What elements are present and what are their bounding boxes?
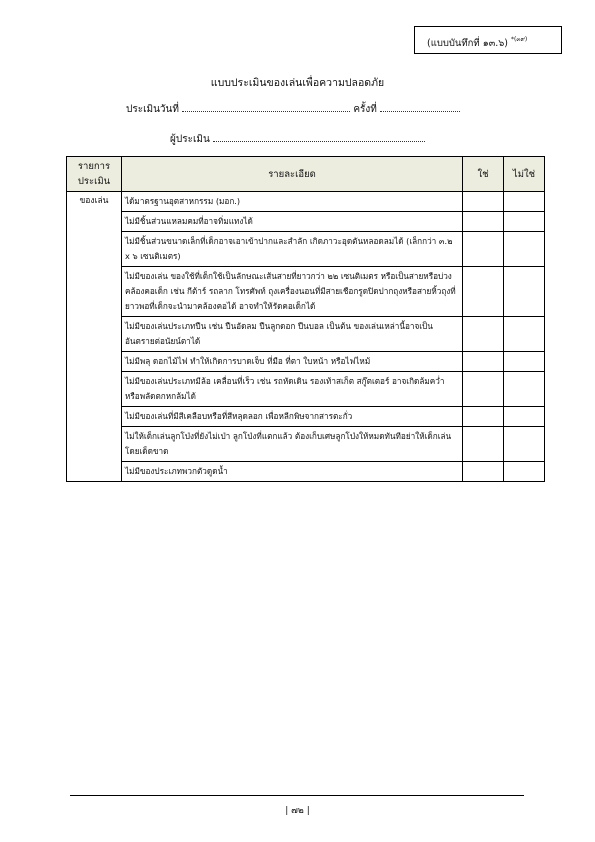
item-text: ไม่มีชิ้นส่วนขนาดเล็กที่เด็กอาจเอาเข้าปากและสำลัก เกิดภาวะอุดตันหลอดลมได้ (เล็กกว่า ๓.๒ x ๖ เซนติเมตร) [122, 232, 463, 267]
table-row [67, 232, 545, 267]
form-code-label: (แบบบันทึกที่ ๑๓.๖) [427, 38, 508, 49]
table-header-row [67, 157, 545, 192]
footer-divider [70, 795, 524, 796]
no-checkbox[interactable] [504, 267, 545, 317]
table-row [67, 462, 545, 482]
yes-checkbox[interactable] [463, 232, 504, 267]
item-text: ได้มาตรฐานอุตสาหกรรม (มอก.) [122, 192, 463, 212]
table-row [67, 407, 545, 427]
table-row [67, 212, 545, 232]
table-row [67, 267, 545, 317]
table-row [67, 192, 545, 212]
item-text: ไม่มีของเล่นประเภทมีล้อ เคลื่อนที่เร็ว เช่น รถหัดเดิน รองเท้าสเก็ต สกู๊ตเตอร์ อาจเกิดล้มคว่ำ หรือพลัดตกหกล้มได้ [122, 372, 463, 407]
item-text: ไม่มีของเล่น ของใช้ที่เด็กใช้เป็นลักษณะเส้นสายที่ยาวกว่า ๒๒ เซนติเมตร หรือเป็นสายหรือบ่วงคล้องคอเด็ก เช่น กีต้าร์ รถลาก โทรศัพท์ ถุงเครื่องนอนที่มีสายเชือกรูดปิดปากถุงหรือสายหิ้วถุงที่ยาวพอที่เด็กจะนำมาคล้องคอได้ อาจทำให้รัดคอเด็กได้ [122, 267, 463, 317]
yes-checkbox[interactable] [463, 407, 504, 427]
header-details: รายละเอียด [122, 157, 463, 192]
table-row [67, 352, 545, 372]
category-cell: ของเล่น [67, 192, 122, 482]
yes-checkbox[interactable] [463, 317, 504, 352]
yes-checkbox[interactable] [463, 212, 504, 232]
assessor-label: ผู้ประเมิน [170, 134, 210, 145]
no-checkbox[interactable] [504, 212, 545, 232]
yes-checkbox[interactable] [463, 352, 504, 372]
table-row [67, 372, 545, 407]
page-number: | ๗๒ | [285, 806, 310, 816]
table-row [67, 427, 545, 462]
no-checkbox[interactable] [504, 232, 545, 267]
date-field[interactable] [182, 102, 350, 112]
assessor-field[interactable] [213, 132, 425, 142]
no-checkbox[interactable] [504, 427, 545, 462]
no-checkbox[interactable] [504, 372, 545, 407]
form-code-suffix: *(๓๙) [511, 36, 528, 43]
yes-checkbox[interactable] [463, 267, 504, 317]
header-category: รายการประเมิน [67, 157, 122, 192]
table-row [67, 317, 545, 352]
header-no: ไม่ใช่ [504, 157, 545, 192]
date-label: ประเมินวันที่ [126, 104, 179, 115]
yes-checkbox[interactable] [463, 427, 504, 462]
page-title: แบบประเมินของเล่นเพื่อความปลอดภัย [210, 77, 385, 89]
round-field[interactable] [380, 102, 460, 112]
form-code-box [414, 26, 562, 54]
item-text: ไม่มีของเล่นประเภทปืน เช่น ปืนอัดลม ปืนลูกดอก ปืนบอล เป็นต้น ของเล่นเหล่านี้อาจเป็นอันตรายต่อนัยน์ตาได้ [122, 317, 463, 352]
no-checkbox[interactable] [504, 192, 545, 212]
no-checkbox[interactable] [504, 462, 545, 482]
round-label: ครั้งที่ [353, 104, 377, 115]
item-text: ไม่ให้เด็กเล่นลูกโป่งที่ยังไม่เป่า ลูกโป่งที่แตกแล้ว ต้องเก็บเศษลูกโป่งให้หมดทันทีอย่าให้เด็กเล่นโดยเด็ดขาด [122, 427, 463, 462]
no-checkbox[interactable] [504, 317, 545, 352]
no-checkbox[interactable] [504, 407, 545, 427]
assessor-line [170, 132, 425, 147]
header-yes: ใช่ [463, 157, 504, 192]
date-round-line [126, 102, 460, 117]
item-text: ไม่มีพลุ ดอกไม้ไฟ ทำให้เกิดการบาดเจ็บ ที่มือ ที่ตา ใบหน้า หรือไฟไหม้ [122, 352, 463, 372]
no-checkbox[interactable] [504, 352, 545, 372]
evaluation-table [66, 156, 545, 482]
yes-checkbox[interactable] [463, 462, 504, 482]
item-text: ไม่มีของเล่นที่มีสีเคลือบหรือที่สีหลุดลอก เพื่อหลีกพิษจากสารตะกั่ว [122, 407, 463, 427]
yes-checkbox[interactable] [463, 192, 504, 212]
yes-checkbox[interactable] [463, 372, 504, 407]
item-text: ไม่มีชิ้นส่วนแหลมคมที่อาจทิ่มแทงได้ [122, 212, 463, 232]
item-text: ไม่มีของประเภทพวกตัวดูดน้ำ [122, 462, 463, 482]
